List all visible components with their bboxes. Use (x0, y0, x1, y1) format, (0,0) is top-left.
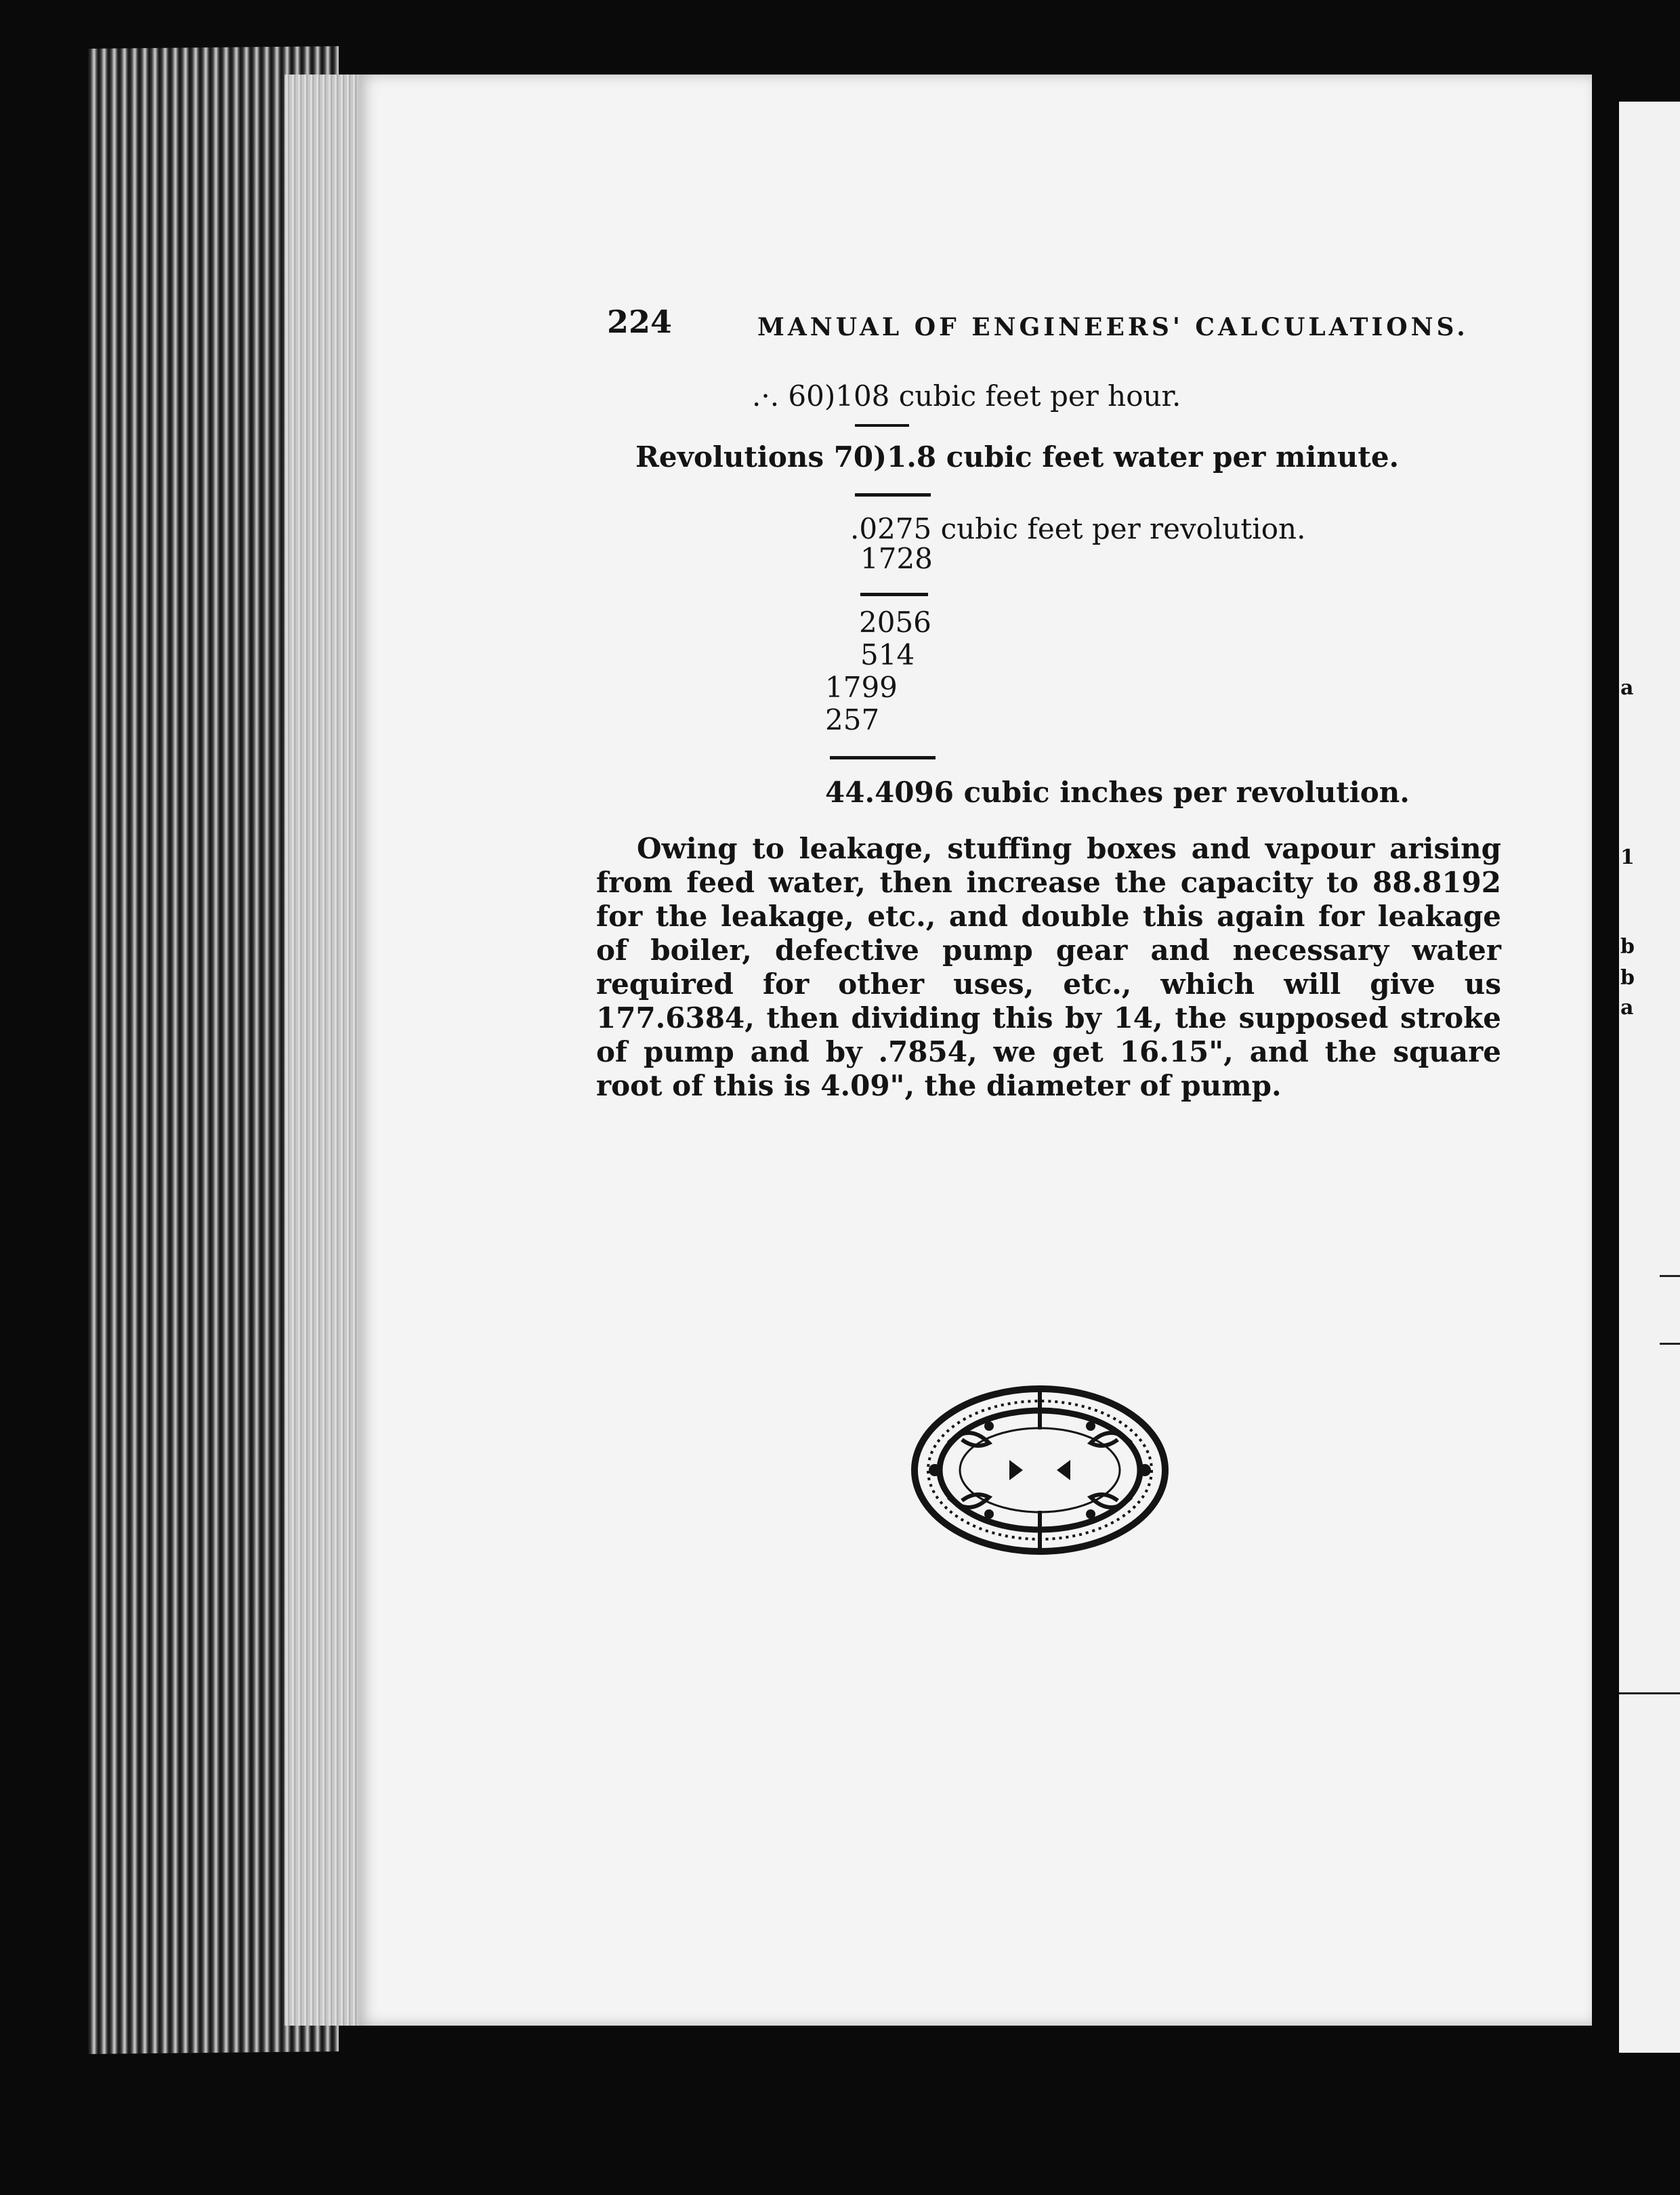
calc-partial: 2056 (859, 606, 931, 639)
body-paragraph (596, 832, 1501, 1103)
adjacent-page-fragment: a (1620, 676, 1634, 700)
page-edges-inner (285, 75, 366, 2026)
calc-multiplier: 1728 (860, 542, 933, 575)
gutter (1592, 88, 1605, 2053)
running-head: MANUAL OF ENGINEERS' CALCULATIONS. (757, 313, 1469, 341)
paragraph-text: Owing to leakage, stuffing boxes and vapour arising from feed water, then increase the capacity to 88.8192 for the leakage, etc., and double this again for leakage of boiler, defective pump gear and necessary water required for other uses, etc., which will give us 177.6384, then dividing this by 14, the supposed stroke of pump and by .7854, we get 16.15", and the square root of this is 4.09", the diameter of pump. (596, 832, 1501, 1102)
calc-line-hour: .·. 60)108 cubic feet per hour. (752, 379, 1181, 413)
adjacent-page-fragment: b (1620, 966, 1635, 990)
page-number: 224 (607, 304, 673, 340)
calc-rule (860, 593, 928, 596)
adjacent-page-rule (1660, 1343, 1680, 1345)
calc-partial: 514 (860, 638, 915, 671)
calc-rule (855, 493, 931, 497)
adjacent-page (1619, 102, 1680, 2053)
adjacent-page-fragment: 1 (1620, 845, 1635, 869)
adjacent-page-rule (1660, 1275, 1680, 1277)
adjacent-page-fragment: b (1620, 935, 1635, 959)
calc-rule (830, 756, 936, 759)
calc-rule (855, 424, 909, 427)
adjacent-page-rule (1619, 1692, 1680, 1694)
calc-line-revolution: .0275 cubic feet per revolution. (850, 512, 1306, 545)
calc-partial: 1799 (825, 671, 898, 704)
adjacent-page-fragment: a (1620, 996, 1634, 1020)
calc-line-minute: Revolutions 70)1.8 cubic feet water per minute. (635, 440, 1400, 474)
calc-result: 44.4096 cubic inches per revolution. (825, 776, 1410, 809)
calc-partial: 257 (825, 703, 880, 736)
ornament-tailpiece (908, 1379, 1172, 1562)
